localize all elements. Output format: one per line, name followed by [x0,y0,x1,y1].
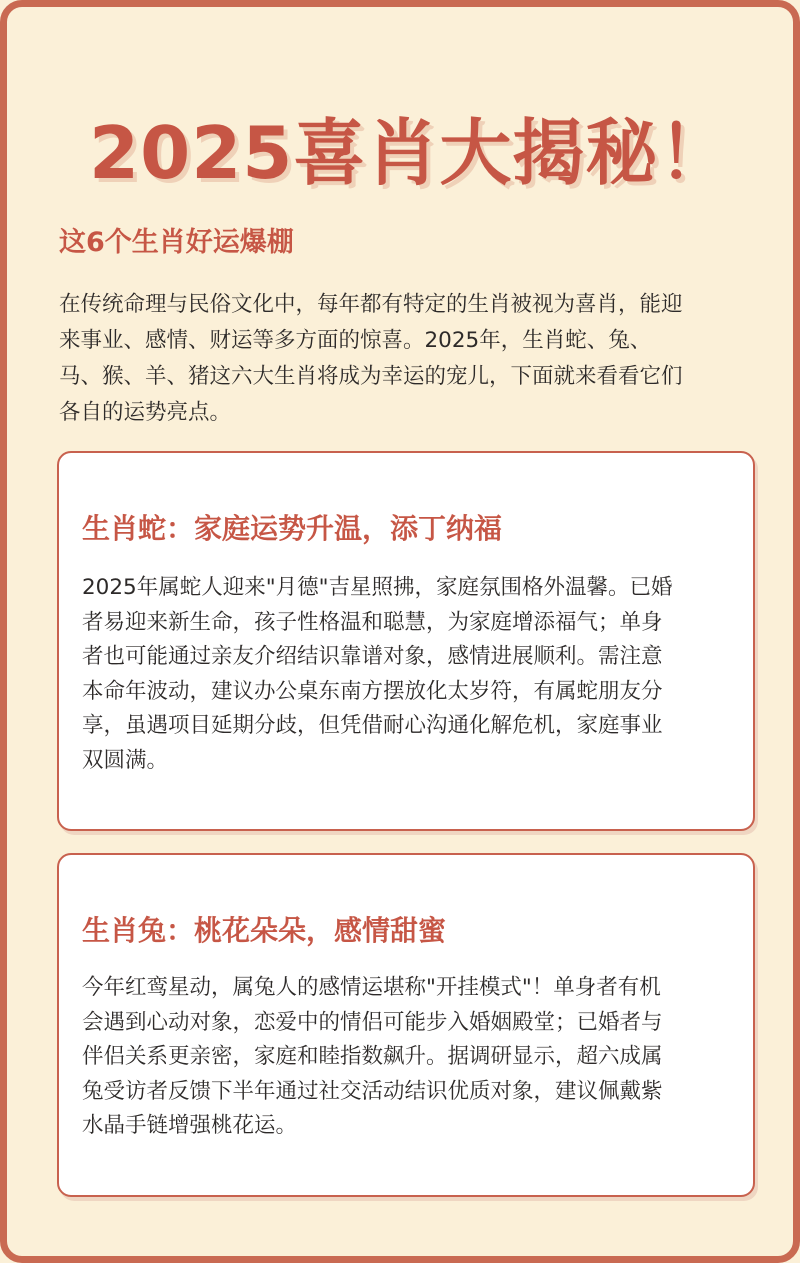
intro-paragraph: 在传统命理与民俗文化中，每年都有特定的生肖被视为喜肖，能迎 来事业、感情、财运等多方面的惊喜。2025年，生肖蛇、兔、 马、猴、羊、猪这六大生肖将成为幸运的宠儿，下面就来看看它们 各自的运势亮点。 [59,292,683,425]
snake-card-title: 生肖蛇：家庭运势升温，添丁纳福 [82,512,503,545]
snake-card-body: 2025年属蛇人迎来"月德"吉星照拂，家庭氛围格外温馨。已婚 者易迎来新生命，孩子性格温和聪慧，为家庭增添福气；单身 者也可能通过亲友介绍结识靠谱对象，感情进展顺利。需注意 本命年波动，建议办公桌东南方摆放化太岁符，有属蛇朋友分 享，虽遇项目延期分歧，但凭借耐心沟通化解危机，家庭事业 双圆满。 [82,575,673,773]
page-title: 2025喜肖大揭秘！ [89,111,732,195]
rabbit-fortune-card [57,853,755,1197]
snake-fortune-card [57,451,755,831]
rabbit-card-body: 今年红鸾星动，属兔人的感情运堪称"开挂模式"！单身者有机 会遇到心动对象，恋爱中的情侣可能步入婚姻殿堂；已婚者与 伴侣关系更亲密，家庭和睦指数飙升。据调研显示，超六成属 兔受访者反馈下半年通过社交活动结识优质对象，建议佩戴紫 水晶手链增强桃花运。 [82,975,663,1138]
rabbit-card-title: 生肖兔：桃花朵朵，感情甜蜜 [82,914,447,947]
page-subtitle: 这6个生肖好运爆棚 [59,227,294,258]
